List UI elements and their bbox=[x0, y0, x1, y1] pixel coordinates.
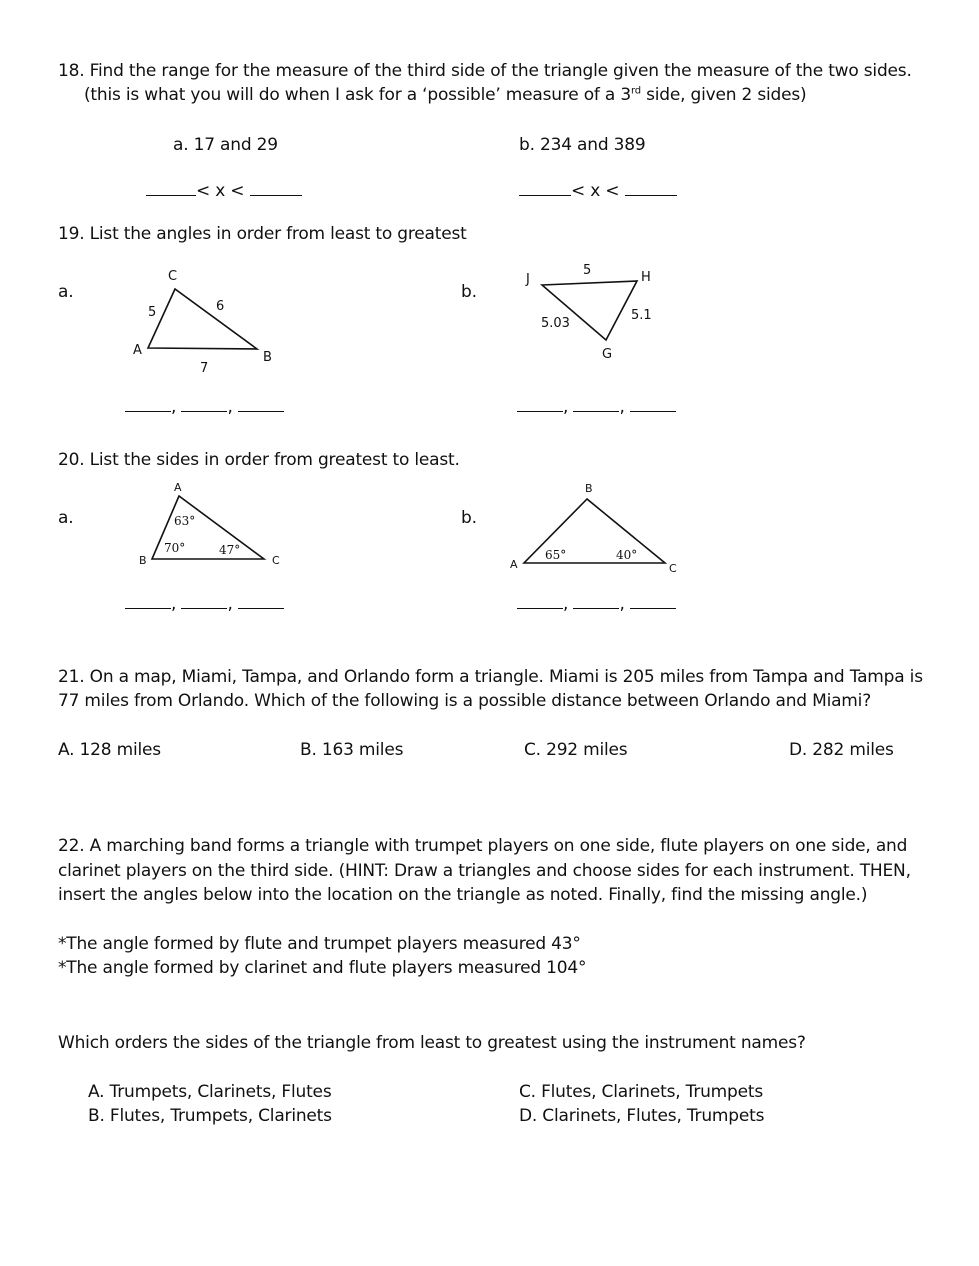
q22-option-c[interactable]: C. Flutes, Clarinets, Trumpets bbox=[519, 1082, 764, 1102]
q18-note-text-end: side, given 2 sides) bbox=[640, 85, 807, 105]
q19-b-side-jh: 5 bbox=[583, 263, 592, 278]
q19-b-triangle-shape bbox=[542, 281, 637, 340]
q20-b-angle-a: 65° bbox=[545, 548, 567, 562]
q22-prompt-line2: clarinet players on the third side. (HINT: Draw a triangles and choose sides for each instrument. THEN, bbox=[58, 861, 911, 881]
q20-a-angle-b: 70° bbox=[164, 541, 186, 555]
q18-b-inequality: < x < bbox=[571, 181, 620, 201]
q18-b-lower-blank[interactable] bbox=[519, 179, 571, 196]
q19-a-triangle-shape bbox=[148, 289, 257, 349]
q22-option-d[interactable]: D. Clarinets, Flutes, Trumpets bbox=[519, 1106, 765, 1126]
q19-b-answer-line[interactable] bbox=[517, 395, 676, 419]
q19-b-vertex-g: G bbox=[602, 347, 613, 362]
q19-b-blank-1[interactable] bbox=[517, 395, 563, 412]
q21-prompt-line2: 77 miles from Orlando. Which of the following is a possible distance between Orlando and Miami? bbox=[58, 691, 872, 711]
q19-triangle-a bbox=[120, 258, 290, 378]
q20-prompt: 20. List the sides in order from greatest to least. bbox=[58, 450, 460, 470]
q21-option-b[interactable]: B. 163 miles bbox=[300, 740, 404, 760]
q20-a-blank-2[interactable] bbox=[181, 592, 227, 609]
q18-prompt: 18. Find the range for the measure of the third side of the triangle given the measure of the two sides. bbox=[58, 61, 912, 81]
q19-b-blank-2[interactable] bbox=[573, 395, 619, 412]
q19-b-vertex-j: J bbox=[526, 272, 530, 287]
q20-triangle-a bbox=[130, 476, 300, 576]
q18-b-answer-line[interactable] bbox=[519, 179, 677, 203]
q18-part-a: a. 17 and 29 bbox=[173, 135, 278, 155]
q20-a-sep-2: , bbox=[227, 594, 233, 614]
q20-b-vertex-c: C bbox=[669, 562, 677, 575]
q20-b-sep-1: , bbox=[563, 594, 569, 614]
q19-b-sep-1: , bbox=[563, 397, 569, 417]
q20-b-sep-2: , bbox=[619, 594, 625, 614]
q19-a-blank-3[interactable] bbox=[238, 395, 284, 412]
q22-prompt-line1: 22. A marching band forms a triangle with trumpet players on one side, flute players on one side, and bbox=[58, 836, 908, 856]
q19-a-label: a. bbox=[58, 282, 74, 302]
q19-a-vertex-b: B bbox=[263, 350, 272, 365]
q19-a-side-ab: 7 bbox=[200, 361, 209, 376]
q19-a-vertex-a: A bbox=[133, 343, 142, 358]
q20-a-label: a. bbox=[58, 508, 74, 528]
q20-b-angle-c: 40° bbox=[616, 548, 638, 562]
q20-a-blank-1[interactable] bbox=[125, 592, 171, 609]
q18-prompt-note bbox=[84, 83, 806, 107]
q20-b-blank-2[interactable] bbox=[573, 592, 619, 609]
q18-part-b: b. 234 and 389 bbox=[519, 135, 646, 155]
q19-b-sep-2: , bbox=[619, 397, 625, 417]
q20-b-label: b. bbox=[461, 508, 477, 528]
q20-b-answer-line[interactable] bbox=[517, 592, 676, 616]
q19-a-side-ac: 5 bbox=[148, 305, 157, 320]
q22-option-b[interactable]: B. Flutes, Trumpets, Clarinets bbox=[88, 1106, 332, 1126]
q18-a-inequality: < x < bbox=[196, 181, 245, 201]
q22-prompt-line3: insert the angles below into the location on the triangle as noted. Finally, find the missing angle.) bbox=[58, 885, 868, 905]
q20-b-vertex-a: A bbox=[510, 558, 518, 571]
q18-a-lower-blank[interactable] bbox=[146, 179, 196, 196]
q20-triangle-b bbox=[505, 476, 705, 576]
q20-b-vertex-b: B bbox=[585, 482, 593, 495]
q20-a-vertex-c: C bbox=[272, 554, 280, 567]
q19-b-blank-3[interactable] bbox=[630, 395, 676, 412]
q20-b-blank-3[interactable] bbox=[630, 592, 676, 609]
q19-b-side-jg: 5.03 bbox=[541, 316, 570, 331]
q19-a-sep-2: , bbox=[227, 397, 233, 417]
q19-b-vertex-h: H bbox=[641, 270, 651, 285]
q22-note-2: *The angle formed by clarinet and flute players measured 104° bbox=[58, 958, 587, 978]
q19-a-side-cb: 6 bbox=[216, 299, 225, 314]
q19-b-side-hg: 5.1 bbox=[631, 308, 652, 323]
q22-note-1: *The angle formed by flute and trumpet players measured 43° bbox=[58, 934, 581, 954]
q21-option-d[interactable]: D. 282 miles bbox=[789, 740, 894, 760]
q21-option-c[interactable]: C. 292 miles bbox=[524, 740, 628, 760]
q19-a-sep-1: , bbox=[171, 397, 177, 417]
q22-question: Which orders the sides of the triangle from least to greatest using the instrument names? bbox=[58, 1033, 806, 1053]
q20-b-blank-1[interactable] bbox=[517, 592, 563, 609]
q18-b-upper-blank[interactable] bbox=[625, 179, 677, 196]
q19-a-vertex-c: C bbox=[168, 269, 178, 284]
q20-a-answer-line[interactable] bbox=[125, 592, 284, 616]
q19-a-blank-1[interactable] bbox=[125, 395, 171, 412]
q20-a-sep-1: , bbox=[171, 594, 177, 614]
q18-a-upper-blank[interactable] bbox=[250, 179, 302, 196]
q18-a-answer-line[interactable] bbox=[146, 179, 302, 203]
q18-note-text: (this is what you will do when I ask for a ‘possible’ measure of a 3 bbox=[84, 85, 631, 105]
q21-prompt-line1: 21. On a map, Miami, Tampa, and Orlando form a triangle. Miami is 205 miles from Tampa and Tampa is bbox=[58, 667, 923, 687]
q19-triangle-b bbox=[520, 258, 690, 368]
q20-a-vertex-a: A bbox=[174, 481, 182, 494]
q19-b-label: b. bbox=[461, 282, 477, 302]
q22-option-a[interactable]: A. Trumpets, Clarinets, Flutes bbox=[88, 1082, 332, 1102]
q19-prompt: 19. List the angles in order from least to greatest bbox=[58, 224, 467, 244]
q18-note-sup: rd bbox=[630, 85, 641, 97]
q19-a-answer-line[interactable] bbox=[125, 395, 284, 419]
q19-a-blank-2[interactable] bbox=[181, 395, 227, 412]
q20-a-angle-a: 63° bbox=[174, 514, 196, 528]
q20-a-blank-3[interactable] bbox=[238, 592, 284, 609]
q20-a-angle-c: 47° bbox=[219, 543, 241, 557]
q21-option-a[interactable]: A. 128 miles bbox=[58, 740, 161, 760]
q20-a-vertex-b: B bbox=[139, 554, 147, 567]
